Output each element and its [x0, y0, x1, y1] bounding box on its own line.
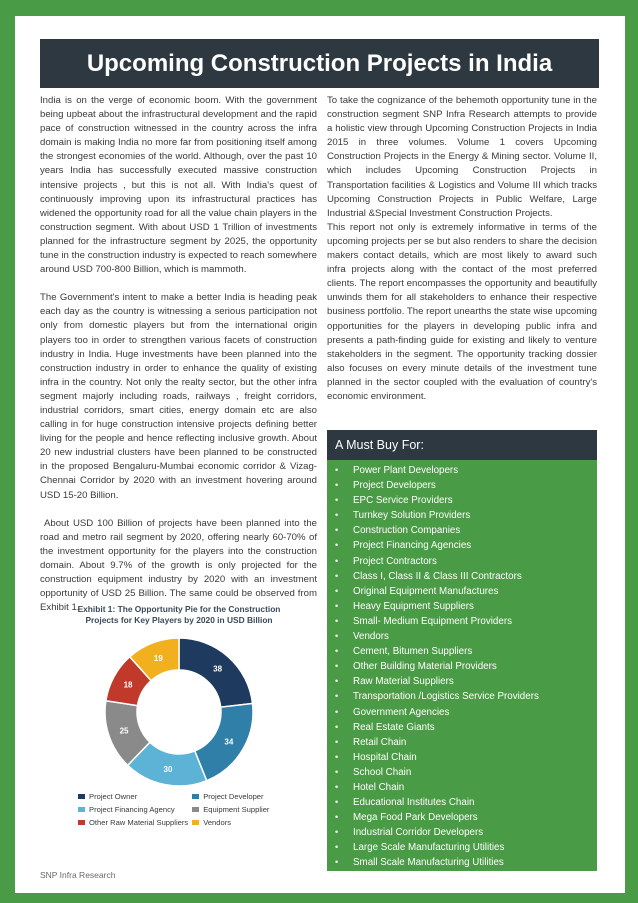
exhibit-title-line-1: Exhibit 1: The Opportunity Pie for the Construction: [77, 604, 281, 614]
must-buy-item-label: Turnkey Solution Providers: [353, 510, 471, 522]
legend-label: Other Raw Material Suppliers: [89, 818, 189, 827]
must-buy-heading: A Must Buy For:: [327, 430, 597, 460]
must-buy-item-label: Construction Companies: [353, 525, 461, 537]
bullet-icon: •: [335, 797, 339, 808]
legend-swatch: [78, 820, 85, 825]
legend-item: [192, 792, 298, 801]
must-buy-panel: [327, 460, 597, 871]
bullet-icon: •: [335, 676, 339, 687]
bullet-icon: •: [335, 525, 339, 536]
must-buy-item-label: Heavy Equipment Suppliers: [353, 600, 474, 612]
bullet-icon: •: [335, 706, 339, 717]
left-paragraph-1: India is on the verge of economic boom. With the government being upbeat about the infrastructural development and the rapid pace of construction witnessed in the country across the infra domain is making India no more far from positioning itself among the strongest economies of the world. Although, over the past 10 years India has successfully executed massive construction intensive projects , but this is not all. With India's quest of continuously improving upon its infrastructural practices has widened the opportunity road for all the value chain players in the construction segment. With about USD 1 Trillion of investments planned for the infrastructure segment by 2025, the opportunity tune in the construction industry is expected to reach somewhere around USD 700-800 Billion, which is mammoth.: [40, 95, 317, 276]
must-buy-item: [335, 629, 597, 644]
frame-left: [0, 0, 15, 903]
bullet-icon: •: [335, 736, 339, 747]
bullet-icon: •: [335, 691, 339, 702]
bullet-icon: •: [335, 480, 339, 491]
must-buy-item-label: EPC Service Providers: [353, 495, 453, 507]
legend-swatch: [78, 807, 85, 812]
legend-item: [78, 792, 188, 801]
must-buy-item-label: Real Estate Giants: [353, 721, 435, 733]
must-buy-item-label: Project Developers: [353, 480, 436, 492]
pie-value-label: 38: [213, 664, 223, 674]
pie-value-label: 30: [163, 764, 173, 774]
must-buy-item: [335, 493, 597, 508]
legend-label: Equipment Supplier: [203, 805, 270, 814]
bullet-icon: •: [335, 751, 339, 762]
must-buy-item: [335, 523, 597, 538]
must-buy-item: [335, 569, 597, 584]
exhibit-title-line-2: Projects for Key Players by 2020 in USD Billion: [85, 615, 273, 625]
must-buy-item-label: Government Agencies: [353, 706, 450, 718]
must-buy-item-label: Hotel Chain: [353, 781, 405, 793]
legend-swatch: [78, 794, 85, 799]
must-buy-item-label: Vendors: [353, 631, 389, 643]
legend-label: Vendors: [203, 818, 232, 827]
right-paragraph-2: This report not only is extremely informative in terms of the upcoming projects per se but also renders to share the decision makers contact details, which are most likely to award such infra projects along with the contact of the most preferred clients. The report encompasses the opportunity and beautifully unwinds them for all stakeholders to enhance their respective business portfolio. The report unearths the state wise upcoming opportunities for the players in developing public infra and presents a path-finding guide for existing and likely to venture stakeholders in the segment. The opportunity tracking dossier also focuses on every minute details of the investment tune planned in the sector coupled with the evaluation of country's economic environment.: [327, 221, 597, 402]
must-buy-item-label: Industrial Corridor Developers: [353, 827, 484, 839]
must-buy-item-label: Retail Chain: [353, 736, 407, 748]
must-buy-item: [335, 478, 597, 493]
must-buy-item-label: Hospital Chain: [353, 751, 417, 763]
frame-top: [0, 0, 638, 16]
must-buy-item: [335, 705, 597, 720]
bullet-icon: •: [335, 766, 339, 777]
must-buy-item: [335, 795, 597, 810]
donut-chart: [94, 632, 264, 792]
bullet-icon: •: [335, 827, 339, 838]
must-buy-item: [335, 674, 597, 689]
must-buy-item: [335, 810, 597, 825]
pie-value-label: 18: [123, 680, 133, 690]
must-buy-item-label: Small- Medium Equipment Providers: [353, 615, 512, 627]
must-buy-item: [335, 614, 597, 629]
must-buy-item-label: Transportation /Logistics Service Providers: [353, 691, 539, 703]
bullet-icon: •: [335, 600, 339, 611]
must-buy-item: [335, 584, 597, 599]
bullet-icon: •: [335, 570, 339, 581]
pie-value-label: 25: [119, 726, 129, 736]
bullet-icon: •: [335, 661, 339, 672]
legend-label: Project Developer: [203, 792, 264, 801]
must-buy-item: [335, 689, 597, 704]
bullet-icon: •: [335, 857, 339, 868]
bullet-icon: •: [335, 540, 339, 551]
page-title: Upcoming Construction Projects in India: [40, 39, 599, 88]
bullet-icon: •: [335, 842, 339, 853]
bullet-icon: •: [335, 812, 339, 823]
legend-label: Project Financing Agency: [89, 805, 175, 814]
must-buy-item: [335, 463, 597, 478]
must-buy-item: [335, 599, 597, 614]
must-buy-item: [335, 825, 597, 840]
bullet-icon: •: [335, 585, 339, 596]
must-buy-item-label: Small Scale Manufacturing Utilities: [353, 857, 504, 869]
left-paragraph-3: About USD 100 Billion of projects have been planned into the road and metro rail segment by 2020, offering nearly 60-70% of the investment opportunity for the players into the construction domain. About 9.7% of the growth is only projected for the construction equipment industry by 2020 with an investment opportunity of USD 25 Billion. The same could be observed from Exhibit 1.: [40, 517, 320, 614]
legend-item: [192, 805, 298, 814]
must-buy-item: [335, 735, 597, 750]
must-buy-item: [335, 780, 597, 795]
must-buy-item-label: Raw Material Suppliers: [353, 676, 454, 688]
pie-value-label: 34: [224, 737, 234, 747]
right-paragraph-1: To take the cognizance of the behemoth opportunity tune in the construction segment SNP Infra Research attempts to provide a holistic view through Upcoming Construction Projects in India 2015 in three volumes. Volume 1 covers Upcoming Construction Projects in the Energy & Mining sector. Volume II, which includes Upcoming Construction Projects in Transportation facilities & Logistics and Volume III which tracks Upcoming Construction Projects in Public Welfare, Large Industrial &Special Investment Construction Projects.: [327, 95, 597, 219]
left-column: [40, 94, 320, 615]
frame-right: [625, 0, 638, 903]
must-buy-item-label: Power Plant Developers: [353, 465, 459, 476]
bullet-icon: •: [335, 646, 339, 657]
must-buy-item-label: Educational Institutes Chain: [353, 797, 475, 809]
must-buy-item: [335, 644, 597, 659]
must-buy-item-label: Project Contractors: [353, 555, 437, 567]
must-buy-item-label: School Chain: [353, 766, 412, 778]
bullet-icon: •: [335, 465, 339, 475]
must-buy-item: [335, 538, 597, 553]
must-buy-item: [335, 720, 597, 735]
bullet-icon: •: [335, 615, 339, 626]
must-buy-item: [335, 840, 597, 855]
bullet-icon: •: [335, 495, 339, 506]
must-buy-item-label: Project Financing Agencies: [353, 540, 472, 552]
right-column: [327, 94, 597, 404]
footer-text: SNP Infra Research: [40, 870, 116, 880]
bullet-icon: •: [335, 631, 339, 642]
pie-value-label: 19: [153, 653, 163, 663]
must-buy-item: [335, 508, 597, 523]
exhibit-1: [48, 604, 310, 849]
legend-item: [78, 805, 188, 814]
must-buy-item-label: Other Building Material Providers: [353, 661, 497, 673]
legend-item: [78, 818, 188, 827]
must-buy-item: [335, 750, 597, 765]
left-paragraph-2: The Government's intent to make a better India is heading peak each day as the country is witnessing a serious participation not only from domestic players but from the international origin players too in order to strengthen various facets of construction industry in India. Huge investments have been planned into the construction industry in order to enhance the quality of existing infra in the country. Not only the realty sector, but the other infra segment majorly including roads, railways , freight corridors, industrial corridors, smart cities, energy domain etc are also calling in for huge construction intensive projects defining better living for the people and hence reflecting inclusive growth. About 20 new industrial clusters have been planned to be constructed in the proposed Bengaluru-Mumbai economic corridor & Vizag-Chennai Corridor by 2020 with an investment hovering around USD 15-20 Billion.: [40, 292, 317, 501]
must-buy-item-label: Class I, Class II & Class III Contractors: [353, 570, 522, 582]
bullet-icon: •: [335, 721, 339, 732]
bullet-icon: •: [335, 510, 339, 521]
must-buy-item: [335, 765, 597, 780]
must-buy-item: [335, 855, 597, 870]
must-buy-item-label: Mega Food Park Developers: [353, 812, 478, 824]
bullet-icon: •: [335, 555, 339, 566]
legend-item: [192, 818, 298, 827]
must-buy-item-label: Cement, Bitumen Suppliers: [353, 646, 473, 658]
chart-legend: [78, 792, 298, 827]
must-buy-item-label: Original Equipment Manufactures: [353, 585, 499, 597]
must-buy-item: [335, 659, 597, 674]
legend-swatch: [192, 820, 199, 825]
frame-bottom: [0, 893, 638, 903]
legend-swatch: [192, 807, 199, 812]
must-buy-item-label: Large Scale Manufacturing Utilities: [353, 842, 505, 854]
must-buy-item: [335, 554, 597, 569]
legend-swatch: [192, 794, 199, 799]
must-buy-list: [335, 463, 597, 871]
exhibit-title: [48, 604, 310, 626]
legend-label: Project Owner: [89, 792, 138, 801]
bullet-icon: •: [335, 781, 339, 792]
